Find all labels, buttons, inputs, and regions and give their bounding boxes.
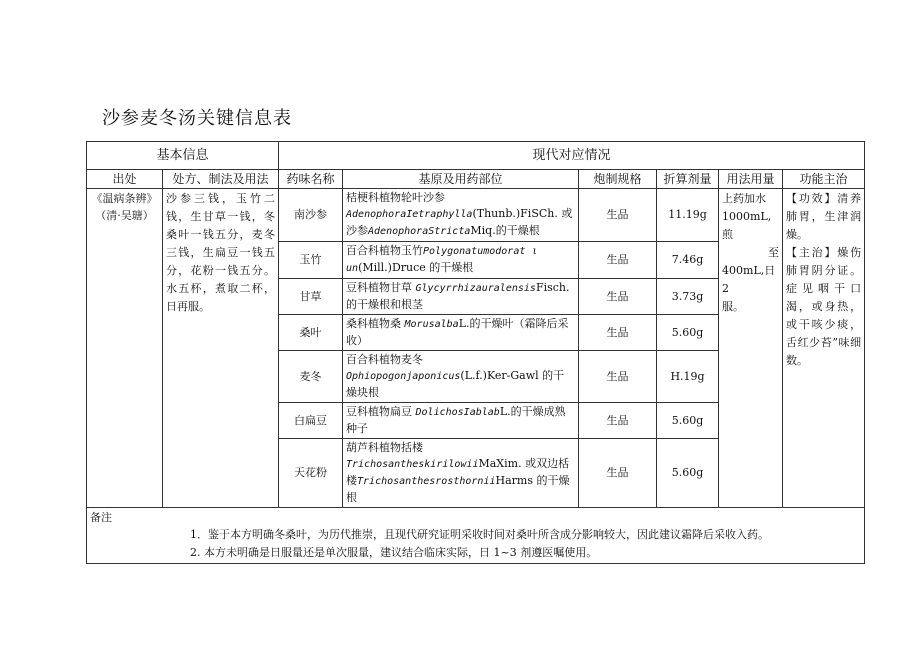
herb-origin bbox=[343, 403, 579, 439]
latin-name: Trichosanthesrosthornii bbox=[357, 476, 496, 487]
function-line: 【功效】清养肺胃，生津润燥。 bbox=[786, 192, 862, 241]
herb-dose: 3.73g bbox=[657, 279, 719, 315]
header-prescription: 处方、制法及用法 bbox=[163, 170, 279, 189]
usage-line: 服。 bbox=[722, 300, 745, 313]
origin-text: (L.f.)Ker-Gawl 的干燥块根 bbox=[346, 369, 565, 399]
herb-dose: 5.60g bbox=[657, 403, 719, 439]
latin-name: AdenophoraStricta bbox=[368, 226, 471, 237]
page-title: 沙参麦冬汤关键信息表 bbox=[102, 108, 292, 129]
origin-text: Fisch.的干燥根和根茎 bbox=[346, 281, 570, 311]
notes-label: 备注 bbox=[90, 510, 112, 524]
herb-name: 天花粉 bbox=[279, 439, 343, 508]
origin-text: (Mill.)Druce 的干燥根 bbox=[358, 261, 474, 274]
herb-name: 麦冬 bbox=[279, 351, 343, 403]
herb-dose: 5.60g bbox=[657, 439, 719, 508]
latin-name: Morusalba bbox=[404, 319, 459, 330]
origin-text: Miq.的干燥根 bbox=[470, 224, 540, 237]
origin-text: L.的干燥成熟种子 bbox=[346, 405, 566, 435]
origin-text: 桑科植物桑 bbox=[346, 317, 405, 330]
origin-text: 葫芦科植物括楼 bbox=[346, 441, 424, 454]
herb-name: 白扁豆 bbox=[279, 403, 343, 439]
herb-dose: H.19g bbox=[657, 351, 719, 403]
herb-name: 南沙参 bbox=[279, 189, 343, 242]
herb-origin bbox=[343, 279, 579, 315]
header-origin: 基原及用药部位 bbox=[343, 170, 579, 189]
herb-processing: 生品 bbox=[579, 189, 657, 242]
herb-processing: 生品 bbox=[579, 351, 657, 403]
source-cell: 《温病条辨》（清·吴瑭） bbox=[87, 189, 163, 508]
herb-name: 桑叶 bbox=[279, 315, 343, 351]
herb-processing: 生品 bbox=[579, 439, 657, 508]
herb-name: 甘草 bbox=[279, 279, 343, 315]
herb-processing: 生品 bbox=[579, 279, 657, 315]
origin-text: L.的干燥叶（霜降后采收） bbox=[346, 317, 569, 347]
origin-text: Harms 的干燥根 bbox=[346, 474, 570, 504]
latin-name: Glycyrrhizauralensis bbox=[415, 283, 536, 294]
latin-name: DolichosIablab bbox=[415, 407, 500, 418]
origin-text: 桔梗科植物轮叶沙参 bbox=[346, 191, 446, 204]
herb-origin bbox=[343, 315, 579, 351]
latin-name: Trichosantheskirilowii bbox=[346, 459, 479, 470]
note-line: 2. 本方未明确是日服量还是单次服量，建议结合临床实际，日 1~3 剂遵医嘱使用。 bbox=[190, 545, 598, 559]
header-source: 出处 bbox=[87, 170, 163, 189]
header-converted-dose: 折算剂量 bbox=[657, 170, 719, 189]
latin-name: Polygonatumodorat ι un bbox=[346, 246, 538, 274]
herb-dose: 5.60g bbox=[657, 315, 719, 351]
herb-origin bbox=[343, 242, 579, 279]
header-modern: 现代对应情况 bbox=[279, 142, 865, 170]
herb-dose: 11.19g bbox=[657, 189, 719, 242]
header-herb-name: 药味名称 bbox=[279, 170, 343, 189]
header-basic-info: 基本信息 bbox=[87, 142, 279, 170]
herb-origin bbox=[343, 189, 579, 242]
header-function: 功能主治 bbox=[783, 170, 865, 189]
origin-text: MaXim. 或双边栝楼 bbox=[346, 457, 570, 487]
usage-line: 上药加水 bbox=[722, 192, 767, 205]
origin-text: 豆科植物甘草 bbox=[346, 281, 416, 294]
latin-name: AdenophoraIetraphylla bbox=[346, 209, 473, 220]
origin-text: 百合科植物玉竹 bbox=[346, 244, 424, 257]
origin-text: 百合科植物麦冬 bbox=[346, 353, 424, 366]
note-line: 1．鉴于本方明确冬桑叶，为历代推崇，且现代研究证明采收时间对桑叶所含成分影响较大，因此建议霜降后采收入药。 bbox=[190, 527, 769, 541]
notes-cell bbox=[87, 508, 865, 564]
usage-line: 400mL,日 2 bbox=[722, 264, 776, 295]
herb-origin bbox=[343, 439, 579, 508]
origin-text: (Thunb.)FiSCh. 或沙参 bbox=[346, 207, 573, 237]
header-usage: 用法用量 bbox=[719, 170, 783, 189]
origin-text: 豆科植物扁豆 bbox=[346, 405, 416, 418]
herb-processing: 生品 bbox=[579, 403, 657, 439]
prescription-cell: 沙参三钱，玉竹二钱，生甘草一钱，冬桑叶一钱五分，麦冬三钱，生扁豆一钱五分，花粉一钱五分。水五杯，煮取二杯，日再服。 bbox=[163, 189, 279, 508]
usage-cell bbox=[719, 189, 783, 508]
herb-processing: 生品 bbox=[579, 242, 657, 279]
herb-origin bbox=[343, 351, 579, 403]
herb-processing: 生品 bbox=[579, 315, 657, 351]
function-cell bbox=[783, 189, 865, 508]
function-line: 【主治】燥伤肺胃阴分证。症见咽干口渴，或身热，或干咳少痰，舌红少苔”味细数。 bbox=[786, 246, 862, 367]
usage-line: 至 bbox=[768, 246, 780, 259]
herb-dose: 7.46g bbox=[657, 242, 719, 279]
info-table bbox=[86, 141, 865, 564]
table-row bbox=[87, 189, 865, 242]
latin-name: Ophiopogonjaponicus bbox=[346, 371, 461, 382]
header-processing: 炮制规格 bbox=[579, 170, 657, 189]
herb-name: 玉竹 bbox=[279, 242, 343, 279]
notes-row bbox=[87, 508, 865, 564]
usage-line: 1000mL,煎 bbox=[722, 210, 772, 241]
